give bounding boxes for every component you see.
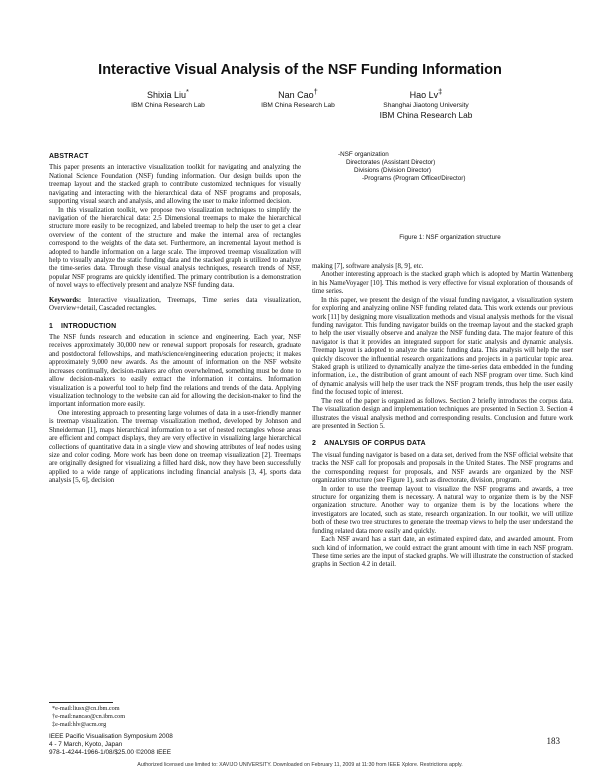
footnote: †e-mail:nancao@cn.ibm.com [52, 713, 126, 720]
section-heading-introduction: 1 INTRODUCTION [49, 322, 117, 330]
page-number: 183 [546, 736, 560, 746]
footnote: ‡e-mail:hlv@acm.org [52, 721, 107, 728]
left-column [49, 153, 301, 486]
right-column [312, 263, 573, 570]
footnote-rule [49, 702, 113, 703]
footnote: *e-mail:liusx@cn.ibm.com [52, 705, 120, 712]
abstract-paragraph: This paper presents an interactive visualization toolkit for navigating and analyzing the National Science Foundation (NSF) funding information. Our design builds upon the treemap layout and the stacked graph to contribute customized techniques for visually navigating and interacting with the hierarchical data of NSF programs and proposals, supporting visual search and analysis, and allowing the user to make informed decision. [49, 164, 301, 206]
body-paragraph: Each NSF award has a start date, an estimated expired date, and awarded amount. From such kind of information, we could extract the grant amount with time in each NSF program. These time series are the input of stacked graphs. We will illustrate the construction of stacked graphs in Section 4.2 in detail. [312, 536, 573, 569]
author-affiliation: IBM China Research Lab [261, 102, 335, 109]
body-paragraph: Another interesting approach is the stacked graph which is adopted by Martin Wattenberg in his NameVoyager [10]. This method is very effective for visual exploration of thousands of time series. [312, 271, 573, 296]
body-paragraph: The NSF funds research and education in science and engineering. Each year, NSF receives approximately 30,000 new or renewal support proposals for research, graduate and postdoctoral fellowships, and math/science/engineering education projects; it makes approximately 9,000 new awards. As the amount of information on the NSF website increases continually, decision-makers are often overwhelmed, something must be done to allow decision-makers to easily extract the information it contains. Information visualization is a powerful tool to help find the relations and trends of the data. Applying visualization technology to the website can aid for allowing the decision-maker to find the important information more easily. [49, 334, 301, 409]
conference-isbn: 978-1-4244-1966-1/08/$25.00 ©2008 IEEE [49, 748, 171, 756]
author-affiliation: IBM China Research Lab [131, 102, 205, 109]
abstract-heading: ABSTRACT [49, 153, 89, 160]
body-paragraph: In this paper, we present the design of the visual funding navigator, a visualization system for exploring and analyzing online NSF funding related data. This work extends our previous work [11] by designing more visualization methods and visual analysis methods for the visual funding navigator. This funding navigator builds on the treemap layout and the stacked graph to help the user visually observe and analyze the NSF funding data. The major feature of this navigator is that it provides an integrated support for static analysis and dynamic analysis. Treemap layout is adopted to analyze the static funding data. This analysis will help the user quickly discover the influential research organizations and projects in a particular topic area. Staked graph is utilized to dynamically analyze the time-series data embedded in the funding information, i.e., the distribution of grant amount of each NSF program over time. Such kind of dynamic analysis will help the user track the NSF program trends, thus help the user easily find the focused topic of interest. [312, 296, 573, 397]
conference-info [49, 733, 173, 756]
author-name: Nan Cao† [278, 87, 318, 100]
keywords: Keywords: Interactive visualization, Treemaps, Time series data visualization, Overview+detail, Cascaded rectangles. [49, 296, 301, 313]
author-name: Shixia Liu* [147, 87, 189, 100]
figure-caption: Figure 1: NSF organization structure [399, 234, 501, 241]
author-name: Hao Lv‡ [409, 87, 443, 100]
tree-level-root: -NSF organization [338, 151, 389, 158]
paper-title: Interactive Visual Analysis of the NSF Funding Information [98, 62, 502, 78]
abstract-paragraph: In this visualization toolkit, we propose two visualization techniques to simplify the navigation of the hierarchical data: 2.5 Dimensional treemaps to make the hierarchical structure more easily to be recognized, and labeled treemap to help the user to get a clear overview of the content of the structure and make the internal area of rectangles correspond to the weights of the data set. Furthermore, an incremental layout method is adopted to handle information on a large scale. The improved treemap visualization will help to visually analyze the static funding data and the stacked graph is utilized to analyze the time-series data. Through these visual analysis techniques, research trends of NSF, popular NSF programs are quickly identified. The primary contribution is a demonstration of novel ways to effectively present and analyze NSF funding data. [49, 206, 301, 290]
license-footer: Authorized licensed use limited to: XAVIJO UNIVERSITY. Downloaded on February 11, 2009 at 11:30 from IEEE Xplore. Restrictions apply. [137, 762, 463, 768]
author-affiliation-secondary: IBM China Research Lab [379, 110, 473, 120]
body-paragraph: The visual funding navigator is based on a data set, derived from the NSF official website that tracks the NSF call for proposals and proposals in the United States. The NSF programs and the corresponding request for proposals, and NSF awards are organized by the NSF organization structure (see Figure 1), such as directorate, division, program. [312, 451, 573, 485]
tree-level-divisions: Divisions (Division Director) [354, 167, 431, 174]
section-heading-corpus-data: 2 ANALYSIS OF CORPUS DATA [312, 440, 426, 448]
body-paragraph: The rest of the paper is organized as follows. Section 2 briefly introduces the corpus data. The visualization design and implementation techniques are presented in Section 3. Section 4 illustrates the visual analysis method and corresponding results. Conclusion and future work are presented in Section 5. [312, 397, 573, 431]
conference-dates: 4 - 7 March, Kyoto, Japan [49, 740, 123, 748]
author-affiliation: Shanghai Jiaotong University [383, 102, 469, 109]
body-paragraph: In order to use the treemap layout to visualize the NSF programs and awards, a tree structure for organizing them is necessary. A natural way to organize them is by the NSF organization structure. Another way to organize them is by the locations where the investigators are located, such as state, research organization. In our toolkit, we will utilize both of these two tree structures to generate the treemap views to help the user understand the funding related data more easily and quickly. [312, 485, 573, 535]
author-block-3 [331, 86, 521, 121]
figure-1-organization-tree [338, 151, 508, 221]
tree-level-programs: -Programs (Program Officer/Director) [362, 175, 466, 182]
conference-name: IEEE Pacific Visualisation Symposium 2008 [49, 733, 173, 740]
tree-level-directorates: Directorates (Assistant Director) [346, 159, 436, 166]
body-paragraph: making [7], software analysis [8, 9], etc. [312, 263, 424, 270]
body-paragraph: One interesting approach to presenting large volumes of data in a user-friendly manner is treemap visualization. The treemap visualization method, developed by Johnson and Shneiderman [1], maps hierarchical information to a set of nested rectangles whose areas are efficient and compact displays, they are very effective in visualizing large hierarchical collections of quantitative data in a single view and showing attributes of leaf nodes using size and color coding. More work has been done on treemap visualization [2]. Treemaps are originally designed for visualizing a filled hard disk, now they have been successfully applied to a wide range of applications including financial analysis [3, 4], sports data analysis [5, 6], decision [49, 409, 301, 485]
